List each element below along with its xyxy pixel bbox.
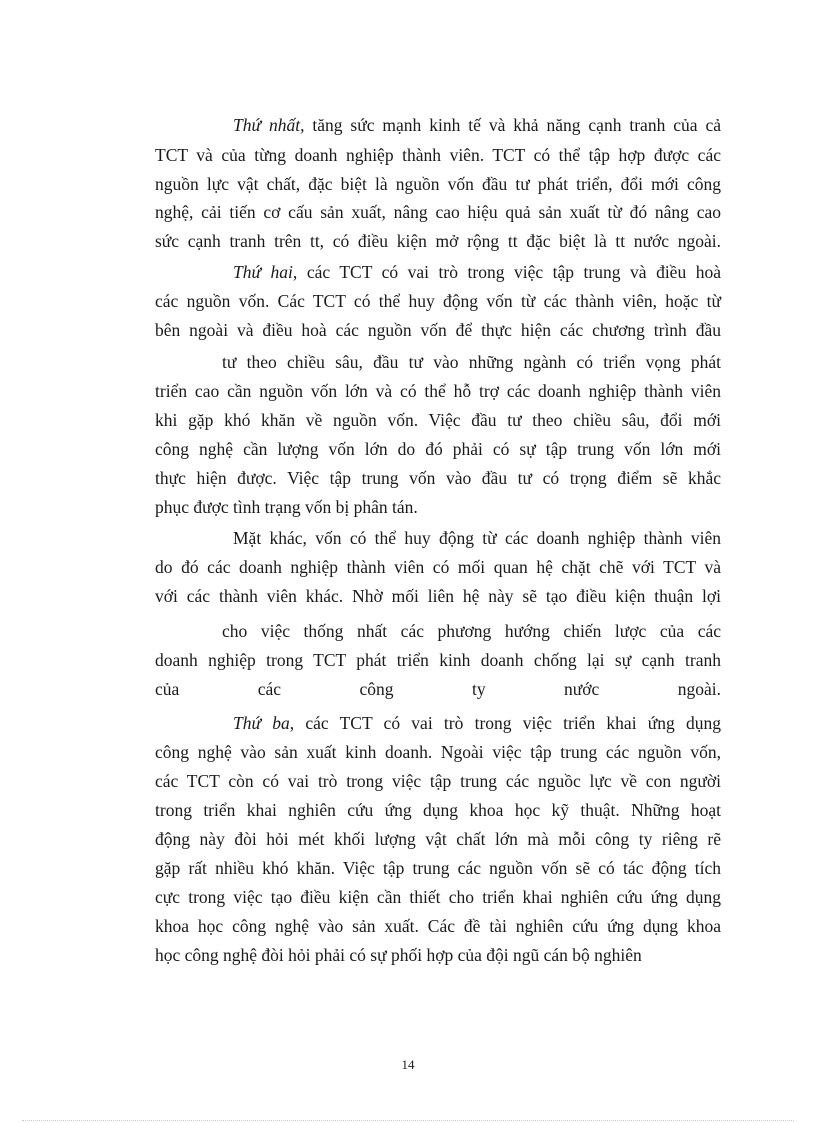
p3-line-4: cho việc thống nhất các phương hướng chiến lược của các bbox=[222, 621, 721, 641]
p2-line-1 bbox=[233, 260, 721, 284]
p2-line-6: khi gặp khó khăn về nguồn vốn. Việc đầu tư theo chiều sâu, đổi mới bbox=[155, 410, 721, 430]
p4-line-1-text: các TCT có vai trò trong việc triển khai ứng dụng bbox=[294, 713, 722, 733]
p4-line-2: công nghệ vào sản xuất kinh doanh. Ngoài việc tập trung các nguồn vốn, bbox=[155, 742, 721, 762]
p2-line-8: thực hiện được. Việc tập trung vốn vào đầu tư có trọng điểm sẽ khắc bbox=[155, 468, 721, 488]
p4-line-8: khoa học công nghệ vào sản xuất. Các đề tài nghiên cứu ứng dụng khoa bbox=[155, 916, 721, 936]
p4-line-1 bbox=[233, 711, 721, 735]
p2-line-1-text: các TCT có vai trò trong việc tập trung và điều hoà bbox=[297, 262, 721, 282]
p4-line-6: gặp rất nhiều khó khăn. Việc tập trung các nguồn vốn sẽ có tác động tích bbox=[155, 858, 721, 878]
p2-line-9: phục được tình trạng vốn bị phân tán. bbox=[155, 497, 418, 517]
p2-line-3: bên ngoài và điều hoà các nguồn vốn để thực hiện các chương trình đầu bbox=[155, 320, 721, 340]
p4-line-5: động này đòi hỏi mét khối lượng vật chất lớn mà mỗi công ty riêng rẽ bbox=[155, 829, 721, 849]
p2-line-2: các nguồn vốn. Các TCT có thể huy động vốn từ các thành viên, hoặc từ bbox=[155, 291, 721, 311]
p4-line-3: các TCT còn có vai trò trong việc tập trung các nguồc lực về con người bbox=[155, 771, 721, 791]
page-number: 14 bbox=[401, 1057, 415, 1072]
p2-line-7: công nghệ cần lượng vốn lớn do đó phải có sự tập trung vốn lớn mới bbox=[155, 439, 721, 459]
p4-line-7: cực trong việc tạo điều kiện cần thiết cho triển khai nghiên cứu ứng dụng bbox=[155, 887, 721, 907]
p2-line-5: triển cao cần nguồn vốn lớn và có thể hỗ trợ các doanh nghiệp thành viên bbox=[155, 381, 721, 401]
p1-line-4: nghệ, cải tiến cơ cấu sản xuất, nâng cao hiệu quả sản xuất từ đó nâng cao bbox=[155, 202, 721, 222]
p1-line-2: TCT và của từng doanh nghiệp thành viên. TCT có thể tập hợp được các bbox=[155, 145, 721, 165]
p2-line-4: tư theo chiều sâu, đầu tư vào những ngành có triển vọng phát bbox=[222, 352, 721, 372]
p1-line-3: nguồn lực vật chất, đặc biệt là nguồn vốn đầu tư phát triển, đổi mới công bbox=[155, 174, 721, 194]
p3-line-1: Mặt khác, vốn có thể huy động từ các doanh nghiệp thành viên bbox=[233, 528, 721, 548]
p4-line-9: học công nghệ đòi hỏi phải có sự phối hợp của đội ngũ cán bộ nghiên bbox=[155, 945, 642, 965]
p3-line-3: với các thành viên khác. Nhờ mối liên hệ này sẽ tạo điều kiện thuận lợi bbox=[155, 586, 721, 606]
p1-lead: Thứ nhất, bbox=[233, 115, 305, 135]
p1-line-1-text: tăng sức mạnh kinh tế và khả năng cạnh tranh của cả bbox=[304, 115, 721, 135]
p2-lead: Thứ hai, bbox=[233, 262, 298, 282]
p3-line-6: của các công ty nước ngoài. bbox=[155, 679, 721, 699]
p4-line-4: trong triển khai nghiên cứu ứng dụng khoa học kỹ thuật. Những hoạt bbox=[155, 800, 721, 820]
p4-lead: Thứ ba, bbox=[233, 713, 295, 733]
p3-line-2: do đó các doanh nghiệp thành viên có mối quan hệ chặt chẽ với TCT và bbox=[155, 557, 721, 577]
page-bottom-dotted-rule bbox=[22, 1120, 794, 1121]
p1-line-5: sức cạnh tranh trên tt, có điều kiện mở rộng tt đặc biệt là tt nước ngoài. bbox=[155, 231, 721, 251]
p3-line-5: doanh nghiệp trong TCT phát triển kinh doanh chống lại sự cạnh tranh bbox=[155, 650, 721, 670]
p1-line-1 bbox=[233, 113, 721, 137]
